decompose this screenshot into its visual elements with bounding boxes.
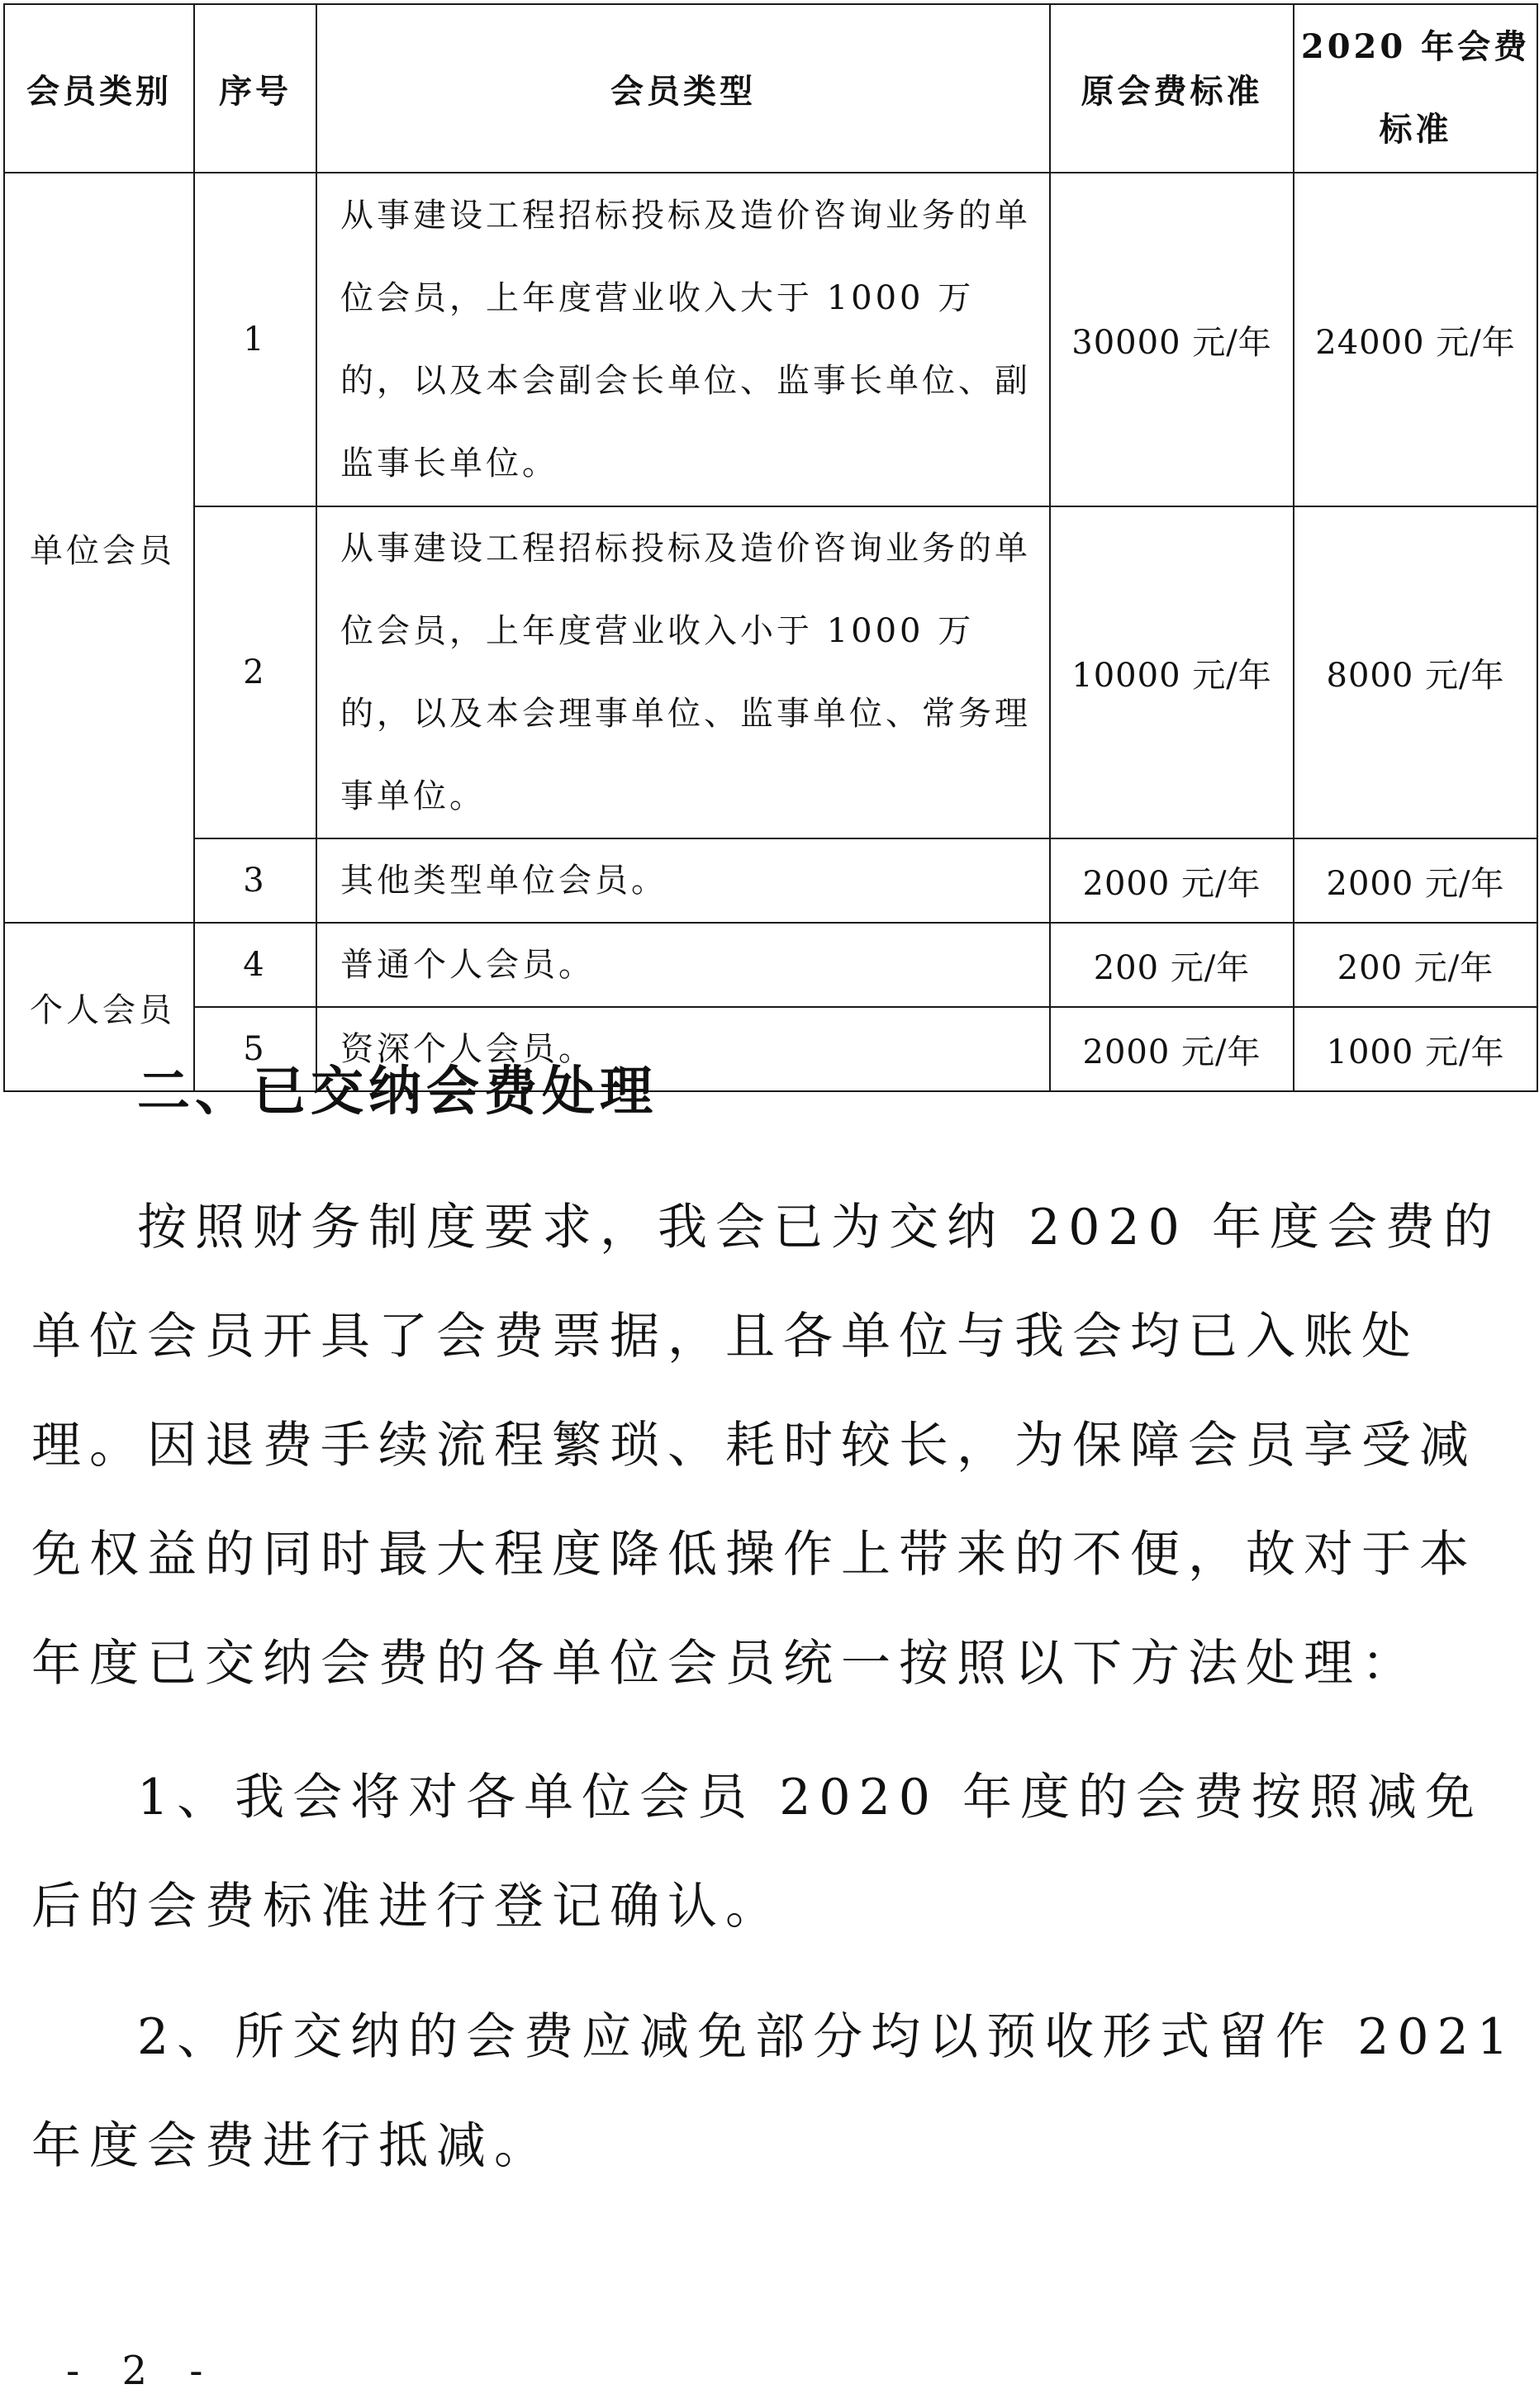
original-fee-value: 2000 元/年 (1050, 1007, 1294, 1091)
membership-fee-table (3, 3, 1538, 1092)
new-fee-value: 24000 元/年 (1294, 173, 1537, 506)
header-number: 序号 (194, 4, 316, 173)
body-paragraph-item-1: 1、我会将对各单位会员 2020 年度的会费按照减免后的会费标准进行登记确认。 (31, 1769, 1484, 1935)
original-fee-value: 2000 元/年 (1050, 838, 1294, 923)
body-paragraph-item-2: 2、所交纳的会费应减免部分均以预收形式留作 2021 年度会费进行抵减。 (31, 2008, 1517, 2175)
member-type-description: 其他类型单位会员。 (316, 838, 1050, 923)
new-fee-value: 2000 元/年 (1294, 838, 1537, 923)
header-original-fee: 原会费标准 (1050, 4, 1294, 173)
row-number: 4 (194, 923, 316, 1007)
member-type-description: 资深个人会员。 (316, 1007, 1050, 1091)
header-category: 会员类别 (4, 4, 194, 173)
body-paragraph-intro: 按照财务制度要求，我会已为交纳 2020 年度会费的单位会员开具了会费票据，且各单位与我会均已入账处理。因退费手续流程繁琐、耗时较长，为保障会员享受减免权益的同时最大程度降低操作上带来的不便，故对于本年度已交纳会费的各单位会员统一按照以下方法处理： (31, 1199, 1501, 1693)
row-number: 1 (194, 173, 316, 506)
header-2020-fee: 2020 年会费标准 (1294, 4, 1537, 173)
new-fee-value: 8000 元/年 (1294, 506, 1537, 838)
original-fee-value: 30000 元/年 (1050, 173, 1294, 506)
section-heading: 二、已交纳会费处理 (137, 1061, 658, 1123)
header-member-type: 会员类型 (316, 4, 1050, 173)
category-individual-member: 个人会员 (4, 923, 194, 1091)
table-row (4, 506, 1537, 838)
member-type-description: 从事建设工程招标投标及造价咨询业务的单位会员，上年度营业收入小于 1000 万的，以及本会理事单位、监事单位、常务理事单位。 (316, 506, 1050, 838)
member-type-description: 从事建设工程招标投标及造价咨询业务的单位会员，上年度营业收入大于 1000 万的，以及本会副会长单位、监事长单位、副监事长单位。 (316, 173, 1050, 506)
new-fee-value: 1000 元/年 (1294, 1007, 1537, 1091)
row-number: 3 (194, 838, 316, 923)
new-fee-value: 200 元/年 (1294, 923, 1537, 1007)
member-type-description: 普通个人会员。 (316, 923, 1050, 1007)
original-fee-value: 10000 元/年 (1050, 506, 1294, 838)
table-row (4, 173, 1537, 506)
original-fee-value: 200 元/年 (1050, 923, 1294, 1007)
category-unit-member: 单位会员 (4, 173, 194, 923)
page-number: - 2 - (66, 2348, 218, 2394)
row-number: 5 (194, 1007, 316, 1091)
table-row (4, 923, 1537, 1007)
row-number: 2 (194, 506, 316, 838)
table-row (4, 838, 1537, 923)
table-header-row (4, 4, 1537, 173)
